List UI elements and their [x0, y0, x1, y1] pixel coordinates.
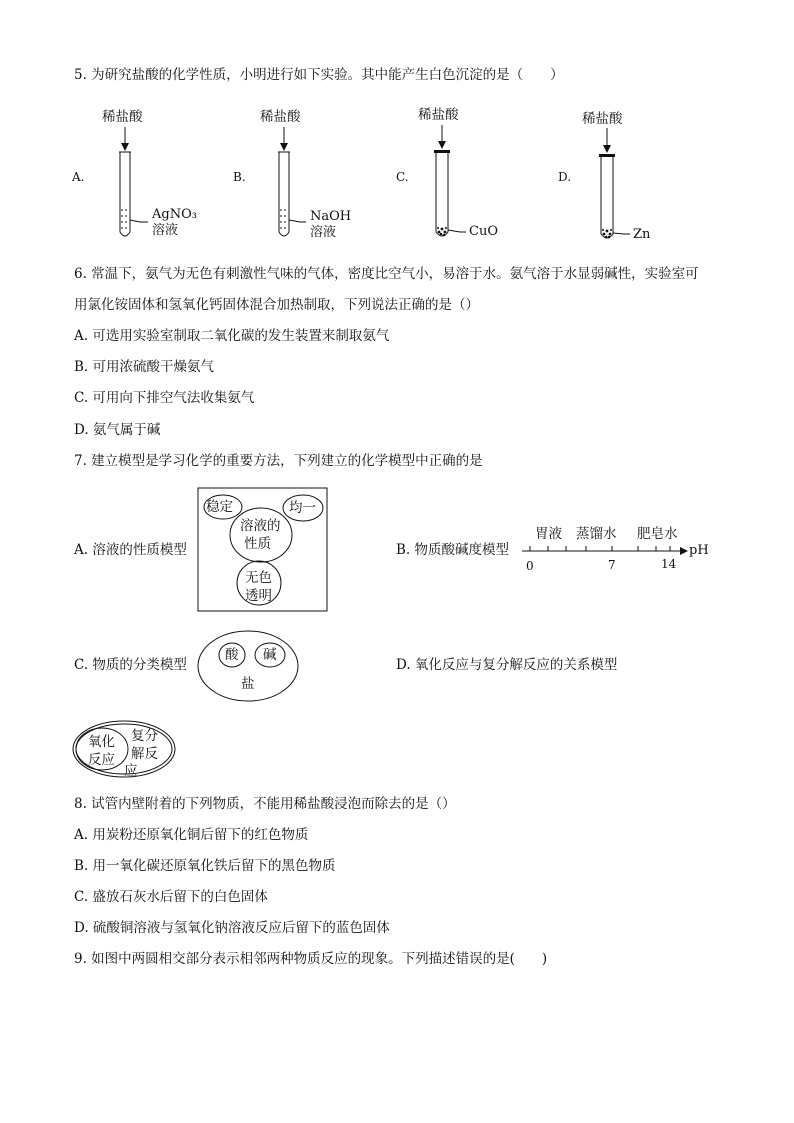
q8-stem: 8. 试管内壁附着的下列物质，不能用稀盐酸浸泡而除去的是（）	[74, 796, 456, 812]
q6-stem-line2: 用氯化铵固体和氢氧化钙固体混合加热制取，下列说法正确的是（）	[74, 297, 479, 313]
q7-a-uniform: 均一	[289, 500, 316, 516]
q7-option-d-label: D. 氧化反应与复分解反应的关系模型	[396, 657, 618, 673]
q5-b-reagent: NaOH	[310, 209, 352, 224]
q5-b-reagent-solution: 溶液	[310, 225, 337, 240]
q5-c-letter: C.	[396, 170, 409, 184]
q9-stem: 9. 如图中两圆相交部分表示相邻两种物质反应的现象。下列描述错误的是( )	[74, 951, 548, 967]
q8-option-b: B. 用一氧化碳还原氧化铁后留下的黑色物质	[74, 858, 336, 874]
q5-c-reagent: CuO	[469, 224, 498, 239]
q7-a-stable: 稳定	[206, 499, 233, 515]
q7-d-double-decomp-2: 解反	[131, 746, 158, 762]
q6-stem-line1: 6. 常温下，氨气为无色有刺激性气味的气体，密度比空气小，易溶于水。氨气溶于水显弱碱性，实验室可	[74, 266, 699, 282]
q5-a-reagent-solution: 溶液	[152, 223, 179, 238]
q6-option-d: D. 氨气属于碱	[74, 422, 161, 438]
q7-d-oxidation-2: 反应	[88, 752, 115, 768]
q7-d-double-decomp-3: 应	[124, 763, 138, 779]
q5-d-letter: D.	[558, 170, 572, 184]
q7-b-tick-14: 14	[661, 557, 677, 571]
q5-b-acid-label: 稀盐酸	[260, 109, 301, 125]
q7-b-distilled: 蒸馏水	[576, 526, 617, 542]
q7-b-tick-0: 0	[526, 559, 534, 573]
q8-option-a: A. 用炭粉还原氧化铜后留下的红色物质	[74, 827, 309, 843]
q6-option-a: A. 可选用实验室制取二氧化碳的发生装置来制取氨气	[74, 328, 390, 344]
q5-a-reagent: AgNO₃	[152, 207, 197, 222]
q5-a-acid-label: 稀盐酸	[102, 109, 143, 125]
q7-b-tick-7: 7	[608, 558, 616, 572]
q7-a-center-2: 性质	[244, 536, 271, 552]
q7-d-double-decomp-1: 复分	[131, 728, 158, 744]
q8-option-c: C. 盛放石灰水后留下的白色固体	[74, 889, 268, 905]
q7-c-base: 碱	[263, 647, 277, 663]
q7-c-salt: 盐	[241, 676, 255, 692]
q5-stem: 5. 为研究盐酸的化学性质，小明进行如下实验。其中能产生白色沉淀的是（ ）	[74, 67, 564, 83]
q7-b-axis-label: pH	[689, 543, 709, 558]
q7-a-clear-1: 无色	[245, 570, 272, 586]
q5-d-acid-label: 稀盐酸	[582, 111, 623, 127]
q7-d-oxidation-1: 氧化	[88, 734, 115, 750]
q7-option-c-label: C. 物质的分类模型	[74, 657, 187, 673]
q6-option-c: C. 可用向下排空气法收集氨气	[74, 390, 255, 406]
q7-b-soap: 肥皂水	[637, 526, 678, 542]
q7-b-gastric: 胃液	[535, 526, 562, 542]
q7-a-center-1: 溶液的	[240, 518, 281, 534]
q7-a-clear-2: 透明	[245, 588, 272, 604]
q7-stem: 7. 建立模型是学习化学的重要方法，下列建立的化学模型中正确的是	[74, 453, 483, 469]
q5-c-acid-label: 稀盐酸	[418, 107, 459, 123]
q8-option-d: D. 硫酸铜溶液与氢氧化钠溶液反应后留下的蓝色固体	[74, 920, 390, 936]
q5-a-letter: A.	[72, 170, 85, 184]
q5-d-reagent: Zn	[633, 227, 651, 242]
q7-option-b-label: B. 物质酸碱度模型	[396, 542, 510, 558]
q6-option-b: B. 可用浓硫酸干燥氨气	[74, 359, 215, 375]
q7-c-acid: 酸	[225, 647, 239, 663]
q7-option-a-label: A. 溶液的性质模型	[74, 542, 187, 558]
q5-b-letter: B.	[233, 170, 246, 184]
